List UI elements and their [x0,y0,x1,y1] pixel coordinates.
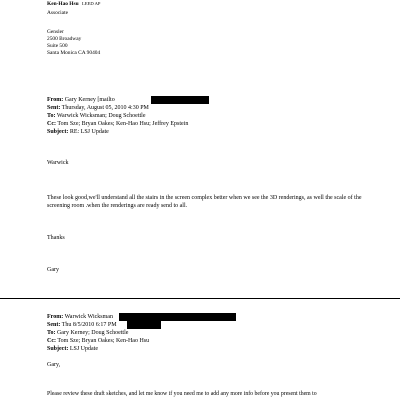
email2-subject-value: LSJ Update [69,346,99,352]
email2-from-label: From: [47,314,64,320]
email2-to-label: To: [47,330,56,336]
email1-subject-row [47,129,109,135]
email1-sent-row [47,105,149,111]
email1-sent-label: Sent: [47,105,61,111]
signature-address-line1: 2500 Broadway [47,36,82,42]
email2-subject-row [47,346,98,352]
email1-cc-label: Cc: [47,121,56,127]
email2-subject-label: Subject: [47,346,69,352]
email1-body: These look good,we'll understand all the stairs in the screen complex better when we see the 3D renderings, as well the scale of the screening room .when the renderings are ready send to all. [47,195,362,209]
email1-sent-value: Thursday, August 05, 2010 4:30 PM [61,105,149,111]
signature-title: Associate [47,10,68,16]
email1-from-label: From: [47,97,64,103]
email2-greeting: Gary, [47,362,61,368]
message-separator [0,298,400,299]
signature-address-line2: Suite 500 [47,43,68,49]
email2-sent-label: Sent: [47,322,61,328]
email1-from-row [47,97,115,103]
email1-cc-row [47,121,188,127]
email2-to-value: Gary Kerney; Doug Schoettle [56,330,129,336]
email2-cc-row [47,338,149,344]
email2-to-row [47,330,128,336]
signature-credential: LEED AP [81,1,101,6]
email1-to-value: Warwick Wicksman; Doug Schoettle [56,113,146,119]
email2-sent-row [47,322,117,328]
email2-sent-value: Thu 8/5/2010 6:17 PM [61,322,117,328]
email1-closing: Thanks [47,235,65,241]
signature-header [47,2,100,7]
email1-to-label: To: [47,113,56,119]
email2-cc-value: Tom Sze; Bryan Oakes; Ken-Hao Hsu [57,338,150,344]
email1-to-row [47,113,146,119]
email2-redaction-1 [119,313,236,321]
signature-address-line3: Santa Monica CA 90404 [47,50,101,56]
email1-cc-value: Tom Sze; Bryan Oakes; Ken-Hao Hsu; Jeffrey Epstein [57,121,189,127]
signature-company: Gensler [47,29,64,35]
email1-signoff: Gary [47,267,59,273]
email2-from-row [47,314,113,320]
signature-name: Ken-Hao Hsu [47,1,79,7]
email2-body: Please review these draft sketches, and let me know if you need me to add any more info before you present them to [47,391,317,397]
email1-from-value: Gary Kerney [mailto [64,97,115,103]
email2-from-value: Warwick Wicksman [64,314,113,320]
email1-greeting: Warwick [47,160,69,166]
email2-cc-label: Cc: [47,338,56,344]
email1-redaction [151,96,209,104]
email2-redaction-2 [127,321,161,329]
email1-subject-label: Subject: [47,129,69,135]
email1-subject-value: RE: LSJ Update [69,129,109,135]
